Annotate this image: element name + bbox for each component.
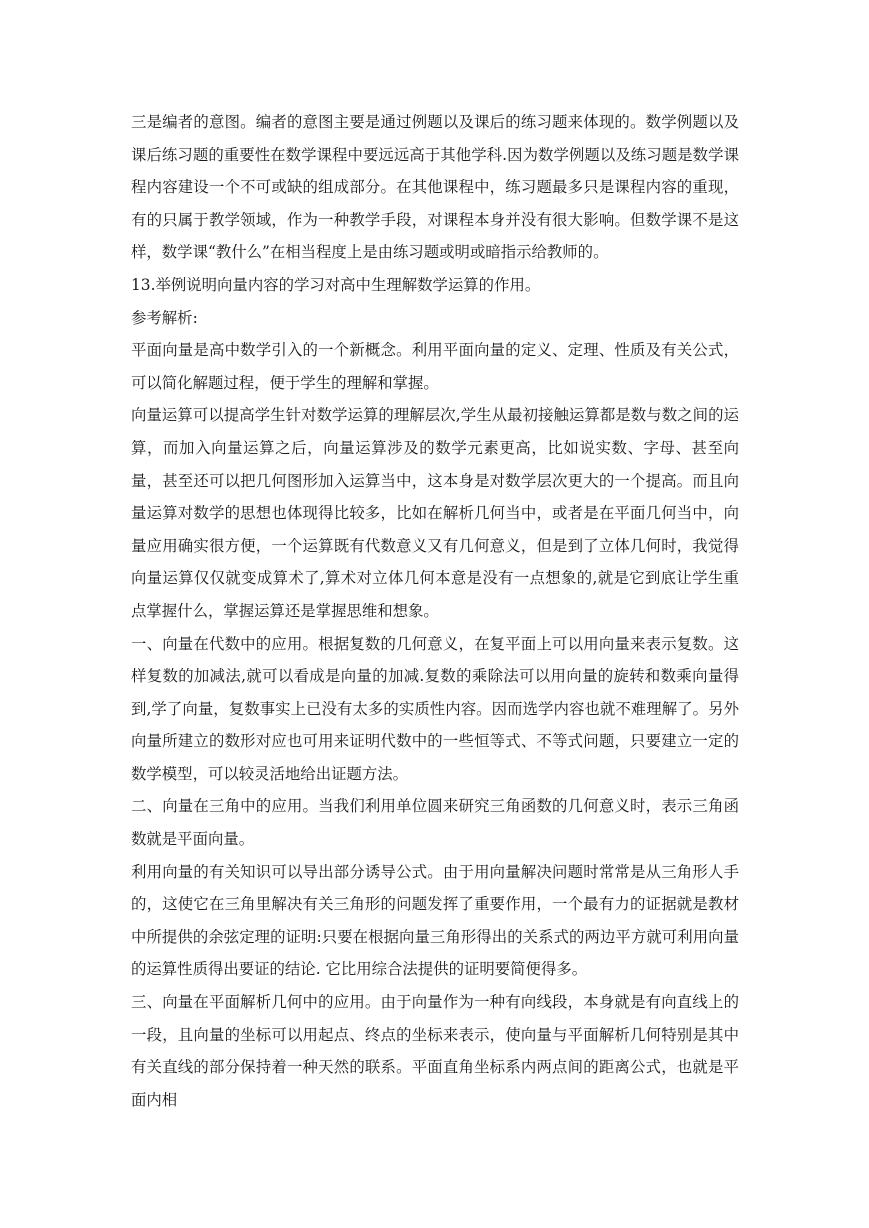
paragraph-editor-intent: 三是编者的意图。编者的意图主要是通过例题以及课后的练习题来体现的。数学例题以及课后练习题的重要性在数学课程中要远远高于其他学科.因为数学例题以及练习题是数学课程内容建设一个不可或缺的组成部分。在其他课程中，练习题最多只是课程内容的重现，有的只属于教学领域，作为一种教学手段，对课程本身并没有很大影响。但数学课不是这样，数学课“教什么”在相当程度上是由练习题或明或暗指示给教师的。 (131, 113, 739, 262)
paragraph-trig-application: 二、向量在三角中的应用。当我们利用单位圆来研究三角函数的几何意义时，表示三角函数就是平面向量。 (131, 797, 739, 849)
paragraph-analytic-geometry: 三、向量在平面解析几何中的应用。由于向量作为一种有向线段，本身就是有向直线上的一段，且向量的坐标可以用起点、终点的坐标来表示，使向量与平面解析几何特别是其中有关直线的部分保持着一种天然的联系。平面直角坐标系内两点间的距离公式，也就是平面内相 (131, 993, 739, 1109)
paragraph-plane-vector-intro: 平面向量是高中数学引入的一个新概念。利用平面向量的定义、定理、性质及有关公式，可以简化解题过程，便于学生的理解和掌握。 (131, 341, 739, 392)
paragraph-vector-operation: 向量运算可以提高学生针对数学运算的理解层次,学生从最初接触运算都是数与数之间的运算，而加入向量运算之后，向量运算涉及的数学元素更高，比如说实数、字母、甚至向量，甚至还可以把几何图形加入运算当中，这本身是对数学层次更大的一个提高。而且向量运算对数学的思想也体现得比较多，比如在解析几何当中，或者是在平面几何当中，向量应用确实很方便，一个运算既有代数意义又有几何意义，但是到了立体几何时，我觉得向量运算仅仅就变成算术了,算术对立体几何本意是没有一点想象的,就是它到底让学生重点掌握什么，掌握运算还是掌握思维和想象。 (131, 406, 739, 620)
question-13: 13.举例说明向量内容的学习对高中生理解数学运算的作用。 (131, 275, 541, 294)
paragraph-algebra-application: 一、向量在代数中的应用。根据复数的几何意义，在复平面上可以用向量来表示复数。这样复数的加减法,就可以看成是向量的加减.复数的乘除法可以用向量的旋转和数乘向量得到,学了向量，复数事实上已没有太多的实质性内容。因而选学内容也就不难理解了。另外向量所建立的数形对应也可用来证明代数中的一些恒等式、不等式问题，只要建立一定的数学模型，可以较灵活地给出证题方法。 (131, 634, 739, 783)
paragraph-trig-formulas: 利用向量的有关知识可以导出部分诱导公式。由于用向量解决问题时常常是从三角形人手的，这使它在三角里解决有关三角形的问题发挥了重要作用，一个最有力的证据就是教材中所提供的余弦定理的证明:只要在根据向量三角形得出的关系式的两边平方就可利用向量的运算性质得出要证的结论. 它比用综合法提供的证明要简便得多。 (131, 862, 739, 979)
answer-heading: 参考解析: (131, 308, 198, 327)
document-body (131, 106, 739, 1116)
